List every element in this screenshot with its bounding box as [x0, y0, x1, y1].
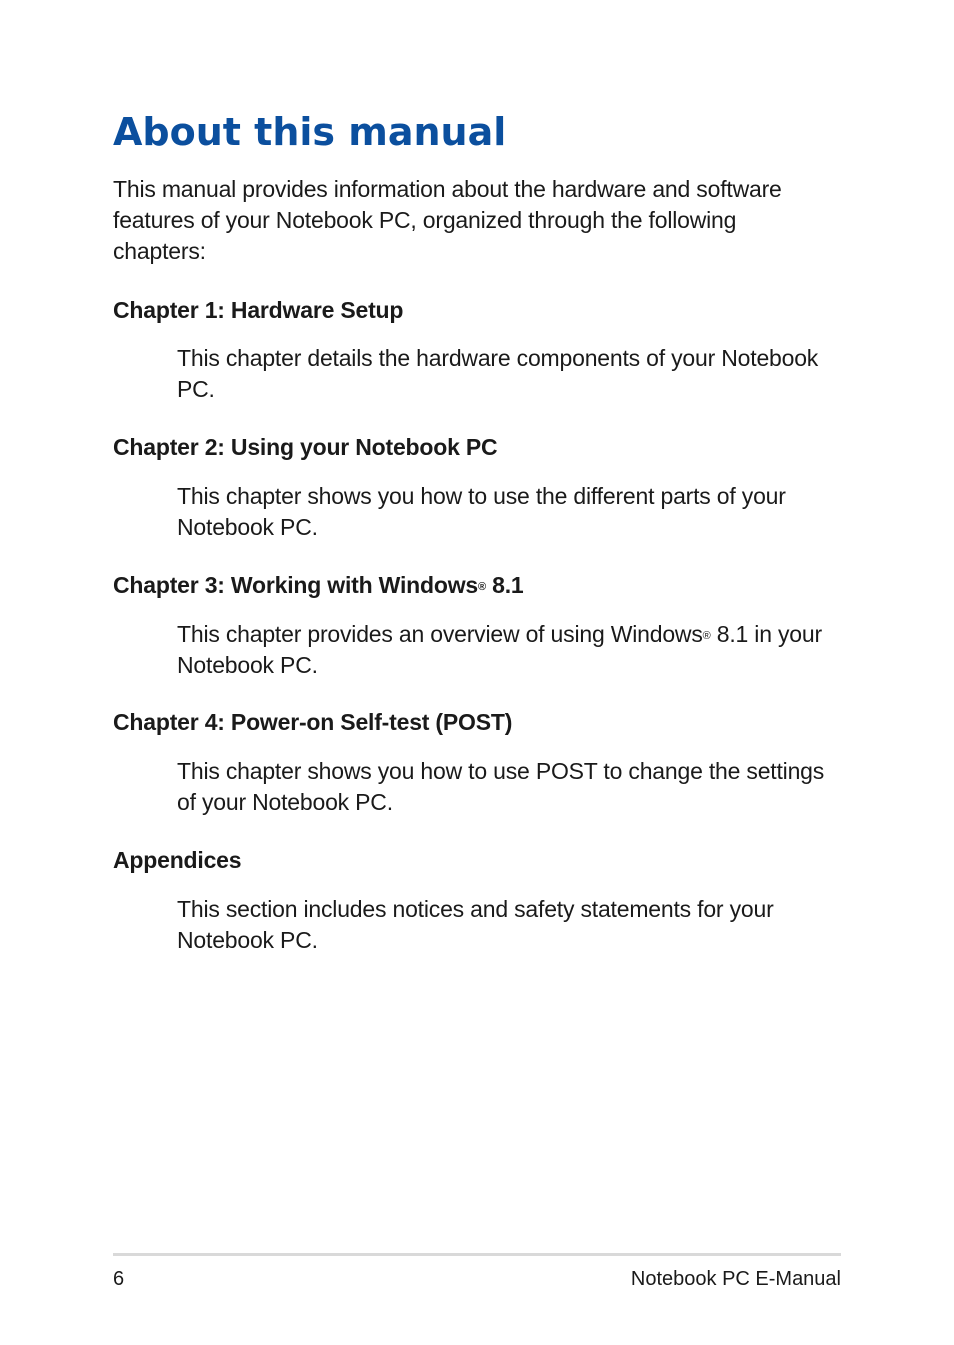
registered-mark: ® [702, 630, 711, 642]
footer-divider [113, 1253, 841, 1256]
appendices-description: This section includes notices and safety statements for your Notebook PC. [177, 896, 774, 953]
chapter-3-description [177, 619, 842, 681]
footer-manual-title: Notebook PC E-Manual [630, 1268, 841, 1290]
appendices-heading: Appendices [113, 847, 242, 873]
page-number: 6 [113, 1268, 125, 1290]
chapter-3-description-rest: 8.1 in your Notebook PC. [177, 621, 822, 678]
chapter-2-heading: Chapter 2: Using your Notebook PC [113, 434, 498, 460]
page-title: About this manual [113, 110, 507, 154]
chapter-4-description: This chapter shows you how to use POST to change the settings of your Notebook PC. [177, 758, 825, 815]
chapter-1-description: This chapter details the hardware components of your Notebook PC. [177, 345, 819, 402]
chapter-3-heading-version: 8.1 [485, 572, 524, 598]
chapter-1-heading: Chapter 1: Hardware Setup [113, 297, 404, 323]
chapter-4-heading: Chapter 4: Power-on Self-test (POST) [113, 709, 513, 735]
chapter-2-description: This chapter shows you how to use the different parts of your Notebook PC. [177, 483, 786, 540]
chapter-3-heading-text: Chapter 3: Working with Windows [113, 572, 479, 598]
intro-paragraph: This manual provides information about the hardware and software features of your Notebook PC, organized through the following chapters: [113, 176, 782, 264]
chapter-3-heading [113, 570, 524, 601]
chapter-3-description-text: This chapter provides an overview of using Windows [177, 621, 703, 647]
registered-mark: ® [478, 581, 486, 593]
